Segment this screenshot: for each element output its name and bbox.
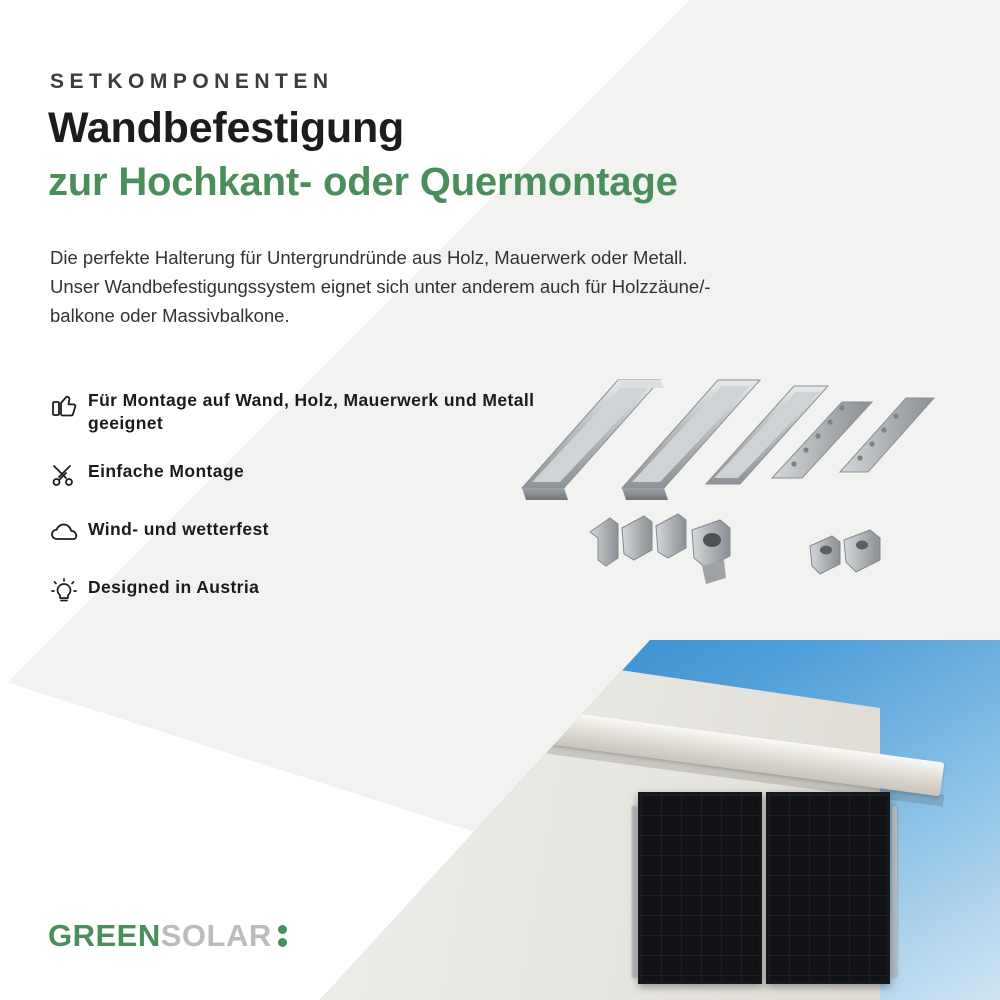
feature-item xyxy=(50,517,570,551)
feature-label: Wind- und wetterfest xyxy=(88,519,269,540)
lightbulb-icon xyxy=(50,575,88,609)
feature-list xyxy=(50,388,570,633)
tools-icon xyxy=(50,459,88,493)
page-title: Wandbefestigung xyxy=(48,104,405,152)
cloud-icon xyxy=(50,517,88,551)
brand-logo xyxy=(48,918,287,954)
logo-text-green: GREEN xyxy=(48,918,161,953)
feature-label: Für Montage auf Wand, Holz, Mauerwerk und Metall geeignet xyxy=(88,390,535,434)
mounting-rails-svg xyxy=(510,360,980,620)
clamp-group-left xyxy=(590,514,730,584)
clamp-group-right xyxy=(810,530,880,574)
feature-item xyxy=(50,459,570,493)
thumbs-up-icon xyxy=(50,388,88,422)
mounting-rail-left xyxy=(632,806,637,978)
intro-paragraph: Die perfekte Halterung für Untergrundründe aus Holz, Mauerwerk oder Metall. Unser Wandbefestigungssystem eignet sich unter anderem auch für Holzzäune/-balkone oder Massivbalkone. xyxy=(50,247,711,327)
solar-panel-array xyxy=(638,792,893,992)
kicker-label: SETKOMPONENTEN xyxy=(50,70,334,93)
feature-label: Designed in Austria xyxy=(88,577,260,598)
logo-dots-icon xyxy=(278,921,287,951)
logo-text-solar: SOLAR xyxy=(160,918,272,953)
hardware-illustration xyxy=(510,360,980,620)
feature-label: Einfache Montage xyxy=(88,461,245,482)
solar-panel xyxy=(638,792,762,984)
mounting-rail-right xyxy=(892,806,897,978)
solar-panel xyxy=(766,792,890,984)
feature-item xyxy=(50,388,570,435)
feature-item xyxy=(50,575,570,609)
page-subtitle: zur Hochkant- oder Quermontage xyxy=(48,160,678,204)
